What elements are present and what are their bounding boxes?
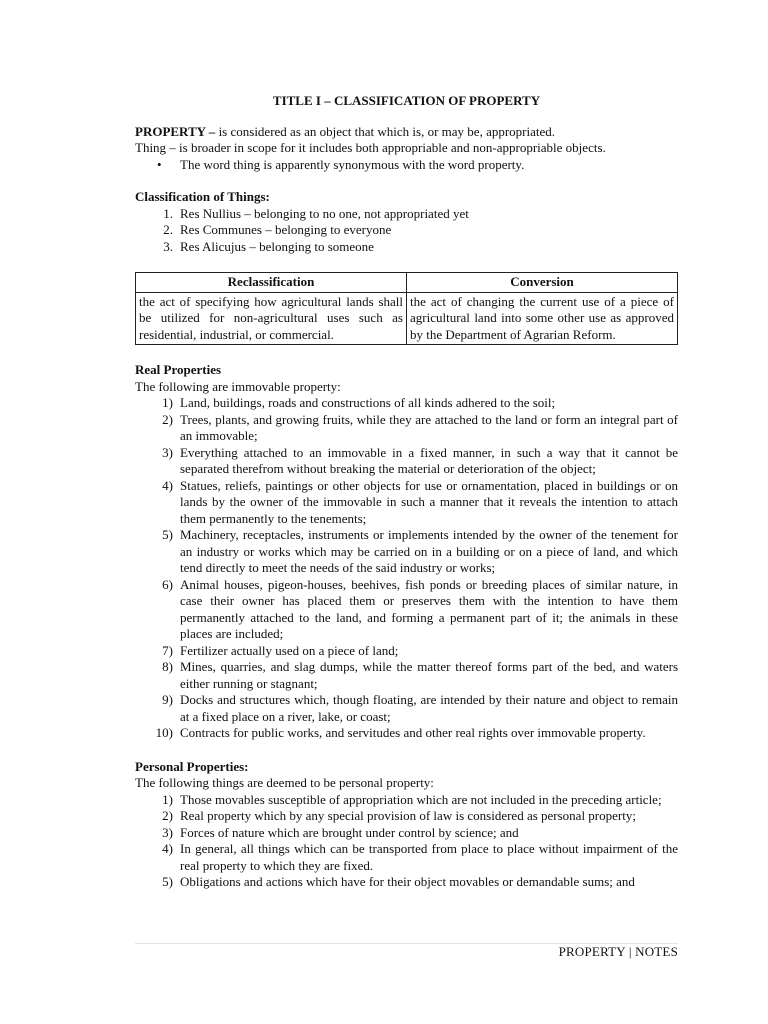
item-text: Animal houses, pigeon-houses, beehives, fish ponds or breeding places of similar nature, in case their owner has placed them or preserves them with the intention to have them permanently attached to the land, and forming a permanent part of it; the animals in these places are included; bbox=[180, 576, 678, 641]
thing-bullet bbox=[135, 157, 678, 174]
item-number: 5) bbox=[162, 874, 173, 889]
item-number: 1. bbox=[163, 205, 173, 221]
document-page bbox=[135, 93, 678, 891]
item-text: Those movables susceptible of appropriation which are not included in the preceding article; bbox=[180, 791, 662, 807]
real-properties-list bbox=[135, 395, 678, 742]
classification-list bbox=[135, 206, 678, 256]
property-definition-text: is considered as an object that which is, or may be, appropriated. bbox=[215, 123, 556, 139]
item-text: Everything attached to an immovable in a fixed manner, in such a way that it cannot be separated therefrom without breaking the material or deterioration of the object; bbox=[180, 444, 678, 476]
table-cell-reclassification: the act of specifying how agricultural lands shall be utilized for non-agricultural uses such as residential, industrial, or commercial. bbox=[136, 292, 407, 345]
table-row bbox=[136, 292, 678, 345]
list-item bbox=[135, 445, 678, 478]
item-number: 2. bbox=[163, 222, 173, 237]
personal-properties-intro: The following things are deemed to be personal property: bbox=[135, 775, 434, 790]
item-text: Res Communes – belonging to everyone bbox=[180, 222, 392, 237]
item-text: Land, buildings, roads and constructions of all kinds adhered to the soil; bbox=[180, 395, 556, 410]
item-number: 8) bbox=[162, 659, 173, 674]
list-item bbox=[135, 725, 678, 742]
item-number: 6) bbox=[162, 576, 173, 592]
list-item bbox=[135, 527, 678, 577]
item-text: Contracts for public works, and servitudes and other real rights over immovable property. bbox=[180, 725, 646, 740]
classification-heading bbox=[135, 189, 678, 206]
real-properties-intro: The following are immovable property: bbox=[135, 378, 341, 394]
item-text: Res Nullius – belonging to no one, not appropriated yet bbox=[180, 205, 469, 221]
thing-definition: Thing – is broader in scope for it includes both appropriable and non-appropriable objects. bbox=[135, 140, 606, 155]
item-text: Res Alicujus – belonging to someone bbox=[180, 238, 374, 254]
item-number: 3. bbox=[163, 238, 173, 254]
list-item bbox=[135, 478, 678, 528]
table-header-conversion: Conversion bbox=[407, 273, 678, 293]
item-number: 1) bbox=[162, 395, 173, 410]
list-item bbox=[135, 874, 678, 891]
item-number: 7) bbox=[162, 642, 173, 658]
page-footer: PROPERTY | NOTES bbox=[558, 944, 678, 959]
item-text: Docks and structures which, though floating, are intended by their nature and object to remain at a fixed place on a river, lake, or coast; bbox=[180, 692, 678, 724]
list-item bbox=[135, 841, 678, 874]
item-number: 3) bbox=[162, 824, 173, 840]
real-properties-heading-text: Real Properties bbox=[135, 362, 222, 377]
item-text: Mines, quarries, and slag dumps, while the matter thereof forms part of the bed, and waters either running or stagnant; bbox=[180, 659, 678, 691]
list-item bbox=[135, 659, 678, 692]
item-text: Real property which by any special provision of law is considered as personal property; bbox=[180, 808, 636, 823]
list-item bbox=[135, 692, 678, 725]
table-header-row bbox=[136, 273, 678, 293]
classification-heading-text: Classification of Things: bbox=[135, 189, 270, 204]
list-item bbox=[135, 825, 678, 842]
item-number: 5) bbox=[162, 527, 173, 542]
list-item bbox=[135, 577, 678, 643]
property-term: PROPERTY – bbox=[135, 123, 216, 139]
item-number: 2) bbox=[162, 808, 173, 823]
item-number: 9) bbox=[162, 692, 173, 707]
item-number: 4) bbox=[162, 841, 173, 856]
personal-properties-list bbox=[135, 792, 678, 891]
property-definition bbox=[135, 124, 678, 141]
item-number: 4) bbox=[162, 477, 173, 493]
personal-properties-heading-text: Personal Properties: bbox=[135, 758, 249, 774]
list-item bbox=[135, 395, 678, 412]
page-title: TITLE I – CLASSIFICATION OF PROPERTY bbox=[272, 93, 541, 108]
list-item bbox=[135, 808, 678, 825]
personal-properties-heading bbox=[135, 759, 678, 776]
item-number: 1) bbox=[162, 791, 173, 807]
item-text: Forces of nature which are brought under control by science; and bbox=[180, 824, 519, 840]
list-item bbox=[135, 239, 678, 256]
item-text: Statues, reliefs, paintings or other objects for use or ornamentation, placed in buildings or on lands by the owner of the immovable in such a manner that it reveals the intention to attach them permanently to the tenements; bbox=[180, 477, 678, 526]
item-number: 2) bbox=[162, 411, 173, 427]
item-text: Fertilizer actually used on a piece of land; bbox=[180, 642, 399, 658]
list-item bbox=[135, 643, 678, 660]
table-cell-conversion: the act of changing the current use of a piece of agricultural land into some other use as approved by the Department of Agrarian Reform. bbox=[407, 292, 678, 345]
item-text: Trees, plants, and growing fruits, while they are attached to the land or form an integral part of an immovable; bbox=[180, 411, 678, 443]
list-item bbox=[135, 206, 678, 223]
item-text: Machinery, receptacles, instruments or implements intended by the owner of the tenement for an industry or works which may be carried on in a building or on a piece of land, and which tend directly to meet the needs of the said industry or works; bbox=[180, 527, 678, 575]
list-item bbox=[135, 792, 678, 809]
list-item bbox=[135, 222, 678, 239]
item-number: 10) bbox=[155, 725, 173, 740]
item-text: In general, all things which can be transported from place to place without impairment of the real property to which they are fixed. bbox=[180, 841, 678, 873]
bullet-icon: • bbox=[157, 156, 162, 172]
item-text: Obligations and actions which have for their object movables or demandable sums; and bbox=[180, 874, 635, 889]
list-item bbox=[135, 412, 678, 445]
thing-bullet-text: The word thing is apparently synonymous with the word property. bbox=[180, 156, 525, 172]
table-header-reclassification: Reclassification bbox=[136, 273, 407, 293]
item-number: 3) bbox=[162, 444, 173, 460]
reclassification-conversion-table bbox=[135, 272, 678, 345]
real-properties-heading bbox=[135, 362, 678, 379]
